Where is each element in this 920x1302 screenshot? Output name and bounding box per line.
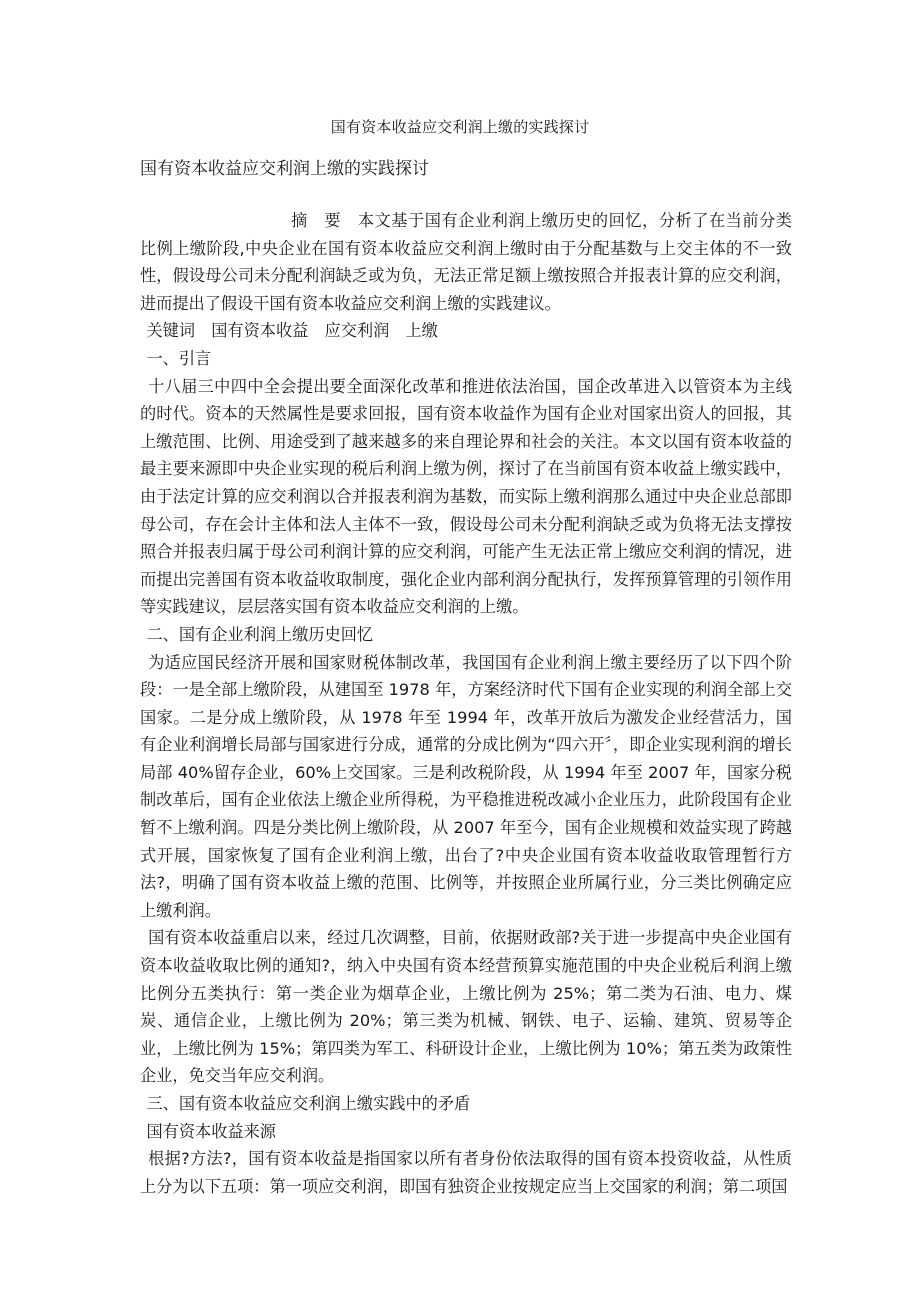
document-title: 国有资本收益应交利润上缴的实践探讨 <box>330 118 590 136</box>
sources-paragraph: 根据?方法?，国有资本收益是指国家以所有者身份依法取得的国有资本投资收益，从性质上分为以下五项：第一项应交利润，即国有独资企业按规定应当上交国家的利润；第二项国 <box>140 1149 792 1196</box>
section-heading-contradictions: 三、国有资本收益应交利润上缴实践中的矛盾 <box>146 1094 471 1113</box>
document-subtitle: 国有资本收益应交利润上缴的实践探讨 <box>140 159 429 179</box>
document-body <box>140 207 792 1200</box>
subsection-heading-sources: 国有资本收益来源 <box>146 1121 276 1141</box>
keywords-line: 关键词 国有资本收益 应交利润 上缴 <box>146 321 438 341</box>
section-heading-intro: 一、引言 <box>146 348 212 368</box>
history-paragraph-2: 国有资本收益重启以来，经过几次调整，目前，依据财政部?关于进一步提高中央企业国有资本收益收取比例的通知?，纳入中央国有资本经营预算实施范围的中央企业税后利润上缴比例分五类执行：第一类企业为烟草企业，上缴比例为 25%；第二类为石油、电力、煤炭、通信企业，上缴比例为 20%；第三类为机械、钢铁、电子、运输、建筑、贸易等企业，上缴比例为 15%；第四类为军工、科研设计企业，上缴比例为 10%；第五类为政策性企业，免交当年应交利润。 <box>140 928 792 1086</box>
history-paragraph-1: 为适应国民经济开展和国家财税体制改革，我国国有企业利润上缴主要经历了以下四个阶段：一是全部上缴阶段，从建国至 1978 年，方案经济时代下国有企业实现的利润全部上交国家。二是分成上缴阶段，从 1978 年至 1994 年，改革开放后为激发企业经营活力，国有企业利润增长局部与国家进行分成，通常的分成比例为“四六开〞，即企业实现利润的增长局部 40%留存企业，60%上交国家。三是利改税阶段，从 1994 年至 2007 年，国家分税制改革后，国有企业依法上缴企业所得税，为平稳推进税改减小企业压力，此阶段国有企业暂不上缴利润。四是分类比例上缴阶段，从 2007 年至今，国有企业规模和效益实现了跨越式开展，国家恢复了国有企业利润上缴，出台了?中央企业国有资本收益收取管理暂行方法?，明确了国有资本收益上缴的范围、比例等，并按照企业所属行业，分三类比例确定应上缴利润。 <box>140 652 792 920</box>
abstract-paragraph: 摘 要 本文基于国有企业利润上缴历史的回忆，分析了在当前分类比例上缴阶段,中央企业在国有资本收益应交利润上缴时由于分配基数与上交主体的不一致性，假设母公司未分配利润缺乏或为负，无法正常足额上缴按照合并报表计算的应交利润，进而提出了假设干国有资本收益应交利润上缴的实践建议。 <box>140 211 792 313</box>
intro-paragraph: 十八届三中四中全会提出要全面深化改革和推进依法治国，国企改革进入以管资本为主线的时代。资本的天然属性是要求回报，国有资本收益作为国有企业对国家出资人的回报，其上缴范围、比例、用途受到了越来越多的来自理论界和社会的关注。本文以国有资本收益的最主要来源即中央企业实现的税后利润上缴为例，探讨了在当前国有资本收益上缴实践中，由于法定计算的应交利润以合并报表利润为基数，而实际上缴利润那么通过中央企业总部即母公司，存在会计主体和法人主体不一致，假设母公司未分配利润缺乏或为负将无法支撑按照合并报表归属于母公司利润计算的应交利润，可能产生无法正常上缴应交利润的情况，进而提出完善国有资本收益收取制度，强化企业内部利润分配执行，发挥预算管理的引领作用等实践建议，层层落实国有资本收益应交利润的上缴。 <box>140 376 792 617</box>
section-heading-history: 二、国有企业利润上缴历史回忆 <box>146 624 374 644</box>
